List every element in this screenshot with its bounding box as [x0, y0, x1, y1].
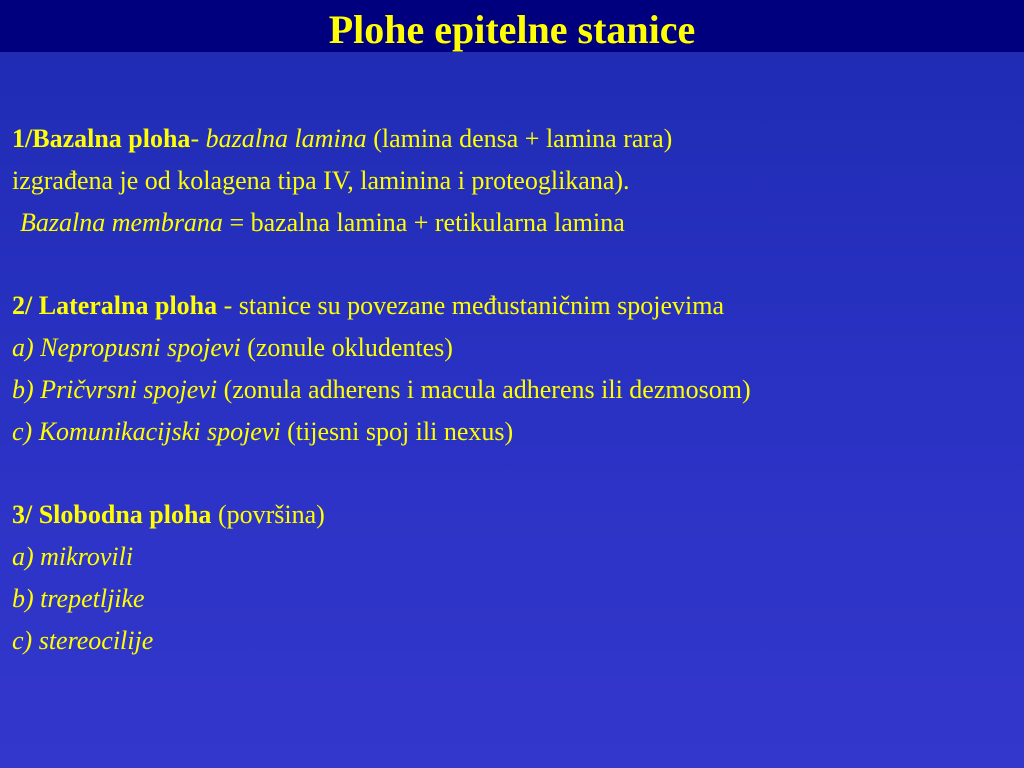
junction-desc: (tijesni spoj ili nexus) — [280, 417, 514, 446]
membrane-term: Bazalna membrana — [20, 208, 223, 237]
section2-heading-rest: - stanice su povezane međustaničnim spojevima — [217, 291, 724, 320]
spacer — [12, 453, 1012, 494]
list-item: c) stereocilije — [12, 626, 154, 655]
section1-heading: 1/Bazalna ploha — [12, 124, 191, 153]
section1-line2: izgrađena je od kolagena tipa IV, laminina i proteoglikana). — [12, 166, 630, 195]
slide-title: Plohe epitelne stanice — [328, 7, 696, 52]
section1-line1 — [12, 118, 1012, 160]
section2-heading: 2/ Lateralna ploha — [12, 291, 218, 320]
junction-desc: (zonula adherens i macula adherens ili dezmosom) — [217, 375, 751, 404]
section1-dash: - — [190, 124, 206, 153]
section3-heading: 3/ Slobodna ploha — [12, 500, 212, 529]
list-item: b) trepetljike — [12, 584, 145, 613]
list-item: a) mikrovili — [12, 542, 134, 571]
slide-content — [12, 118, 1012, 662]
list-item — [12, 411, 1012, 453]
list-item — [12, 327, 1012, 369]
spacer — [12, 244, 1012, 285]
list-item — [12, 369, 1012, 411]
section3-heading-rest: (površina) — [211, 500, 325, 529]
junction-term: c) Komunikacijski spojevi — [12, 417, 281, 446]
junction-term: a) Nepropusni spojevi — [12, 333, 241, 362]
section2-heading-line — [12, 285, 1012, 327]
section1-line1-rest: (lamina densa + lamina rara) — [366, 124, 673, 153]
section3-heading-line — [12, 494, 1012, 536]
section1-line3 — [12, 202, 1012, 244]
section1-term: bazalna lamina — [205, 124, 367, 153]
membrane-rest: = bazalna lamina + retikularna lamina — [222, 208, 625, 237]
junction-term: b) Pričvrsni spojevi — [12, 375, 218, 404]
junction-desc: (zonule okludentes) — [240, 333, 453, 362]
